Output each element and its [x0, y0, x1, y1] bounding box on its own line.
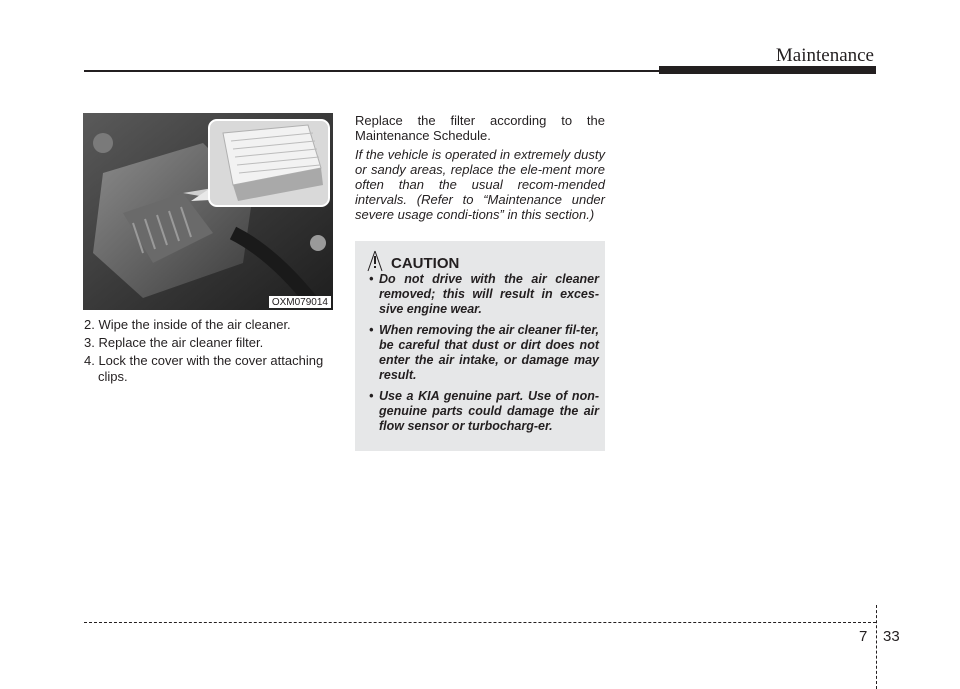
caution-box	[355, 241, 605, 451]
caution-item-text: When removing the air cleaner fil-ter, be careful that dust or dirt does not enter the air intake, or damage may result.	[379, 323, 599, 382]
severe-usage-note: If the vehicle is operated in extremely dusty or sandy areas, replace the ele-ment more often than the usual recom-mended intervals. (Refer to “Maintenance under severe usage condi-tions” in this section.)	[355, 147, 605, 222]
step-item: 2. Wipe the inside of the air cleaner.	[84, 317, 291, 332]
caution-title: CAUTION	[391, 255, 460, 272]
step-item: 3. Replace the air cleaner filter.	[84, 335, 264, 350]
caution-item-text: Do not drive with the air cleaner removed; this will result in exces-sive engine wear.	[379, 272, 599, 316]
engine-bay-illustration	[83, 113, 333, 310]
caution-list	[365, 272, 599, 440]
replace-filter-paragraph: Replace the filter according to the Maintenance Schedule.	[355, 113, 605, 143]
caution-item	[365, 272, 599, 317]
caution-item	[365, 389, 599, 434]
caution-item	[365, 323, 599, 383]
header-bar	[659, 66, 876, 74]
procedure-steps	[84, 317, 339, 387]
figure-code: OXM079014	[269, 296, 331, 308]
section-title: Maintenance	[775, 45, 874, 66]
footer-rule	[84, 622, 876, 623]
air-cleaner-photo	[83, 113, 333, 310]
step-item: 4. Lock the cover with the cover attaching clips.	[84, 353, 324, 384]
caution-header	[367, 249, 459, 272]
caution-item-text: Use a KIA genuine part. Use of non-genuine parts could damage the air flow sensor or turbocharg-er.	[379, 389, 599, 433]
footer-separator	[876, 605, 877, 689]
warning-triangle-icon	[367, 250, 383, 272]
page-number: 33	[883, 628, 900, 645]
chapter-number: 7	[859, 628, 868, 645]
right-column	[355, 113, 605, 222]
header-rule	[84, 70, 659, 72]
